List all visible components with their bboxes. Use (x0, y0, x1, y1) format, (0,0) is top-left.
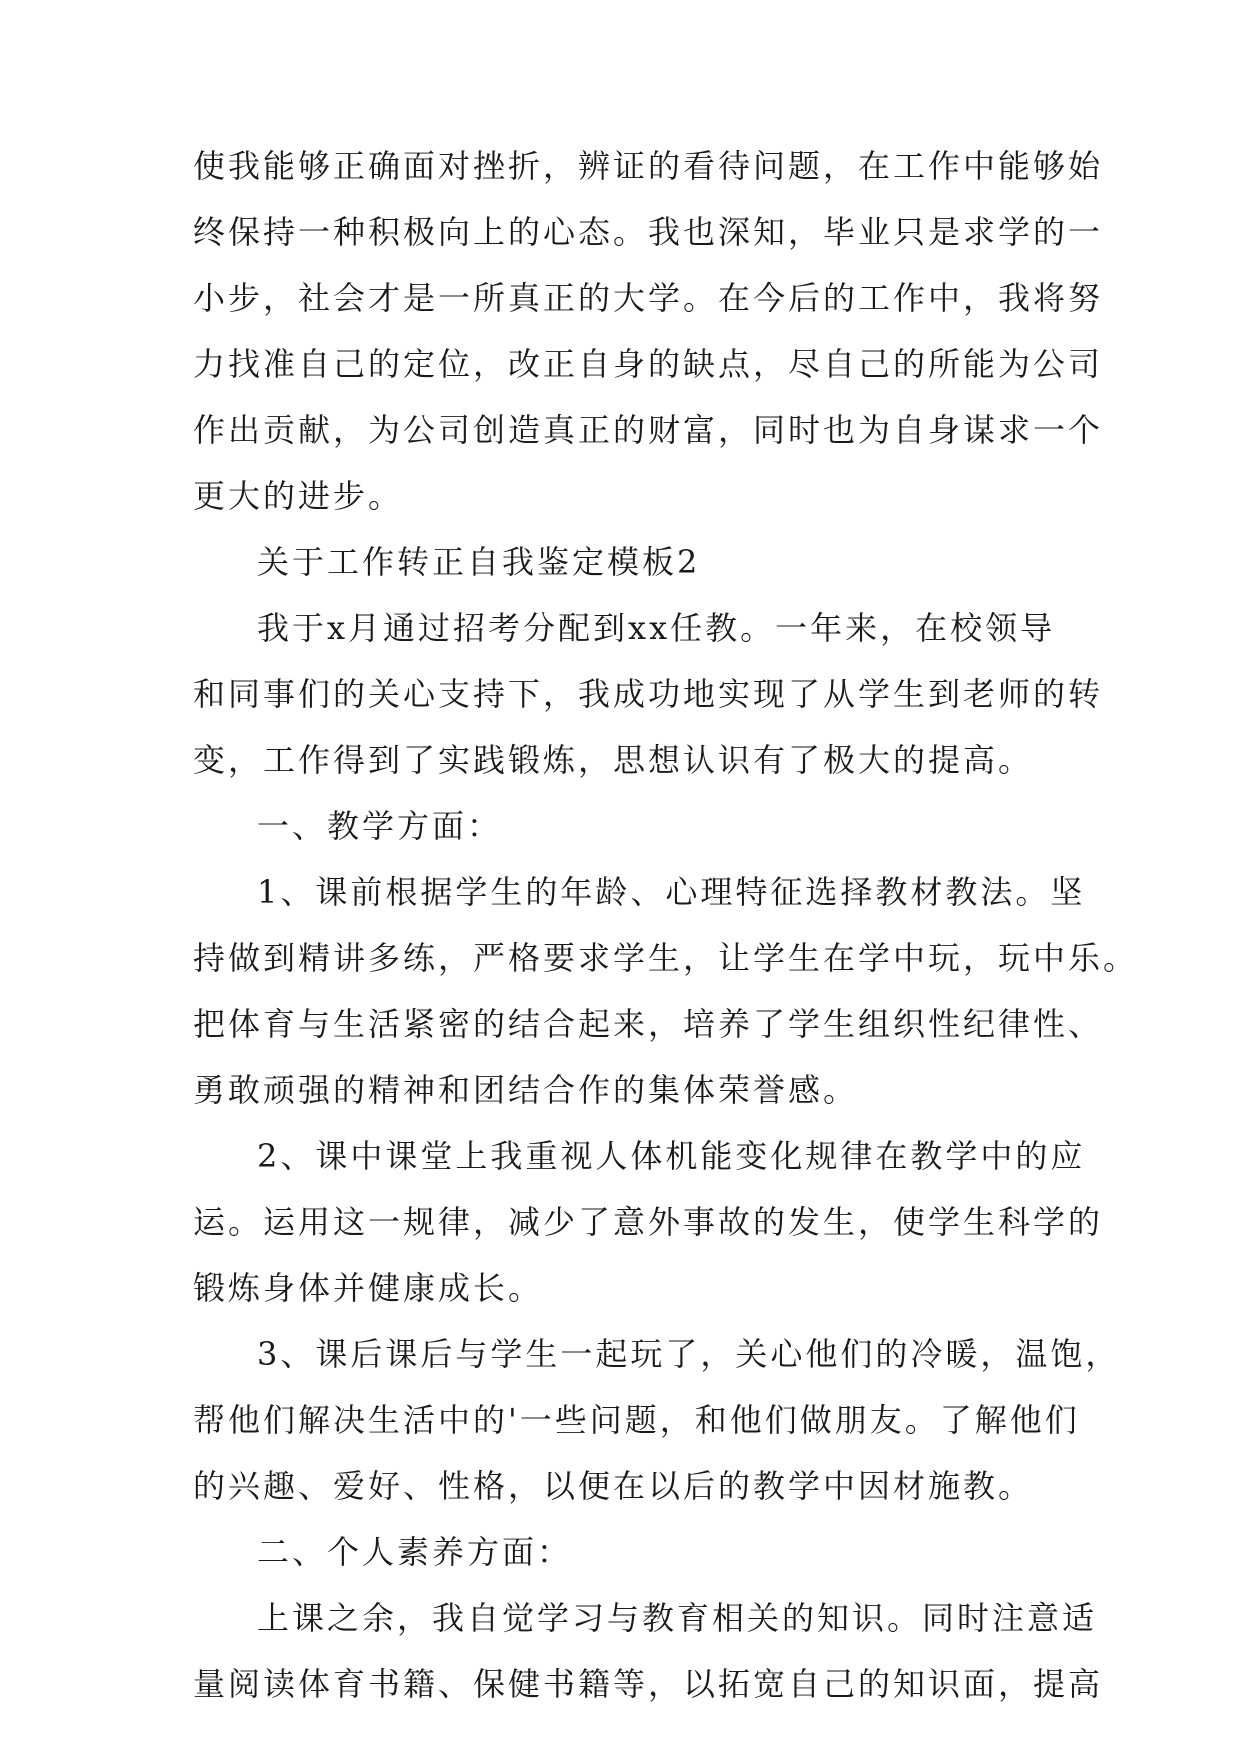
text-line: 运。运用这一规律，减少了意外事故的发生，使学生科学的 (193, 1203, 1104, 1241)
subsection-heading: 一、教学方面： (257, 807, 503, 845)
text-line: 我于x月通过招考分配到xx任教。一年来，在校领导 (257, 609, 1056, 647)
text-line: 和同事们的关心支持下，我成功地实现了从学生到老师的转 (193, 675, 1104, 713)
text-line: 锻炼身体并健康成长。 (193, 1269, 544, 1307)
text-line: 力找准自己的定位，改正自身的缺点，尽自己的所能为公司 (193, 345, 1104, 383)
text-line: 持做到精讲多练，严格要求学生，让学生在学中玩，玩中乐。 (193, 939, 1139, 977)
text-line: 勇敢顽强的精神和团结合作的集体荣誉感。 (193, 1071, 859, 1109)
text-line: 帮他们解决生活中的'一些问题，和他们做朋友。了解他们 (193, 1401, 1080, 1439)
text-line: 1、课前根据学生的年龄、心理特征选择教材教法。坚 (257, 873, 1086, 911)
text-line: 使我能够正确面对挫折，辨证的看待问题，在工作中能够始 (193, 147, 1104, 185)
text-line: 终保持一种积极向上的心态。我也深知，毕业只是求学的一 (193, 213, 1104, 251)
text-line: 变，工作得到了实践锻炼，思想认识有了极大的提高。 (193, 741, 1034, 779)
text-line: 把体育与生活紧密的结合起来，培养了学生组织性纪律性、 (193, 1005, 1104, 1043)
text-line: 更大的进步。 (193, 477, 404, 515)
text-line: 小步，社会才是一所真正的大学。在今后的工作中，我将努 (193, 279, 1104, 317)
text-line: 量阅读体育书籍、保健书籍等，以拓宽自己的知识面，提高 (193, 1665, 1104, 1703)
text-line: 2、课中课堂上我重视人体机能变化规律在教学中的应 (257, 1137, 1086, 1175)
text-line: 上课之余，我自觉学习与教育相关的知识。同时注意适 (257, 1599, 1098, 1637)
text-line: 作出贡献，为公司创造真正的财富，同时也为自身谋求一个 (193, 411, 1104, 449)
text-line: 的兴趣、爱好、性格，以便在以后的教学中因材施教。 (193, 1467, 1034, 1505)
text-line: 3、课后课后与学生一起玩了，关心他们的冷暖，温饱， (257, 1335, 1121, 1373)
subsection-heading: 二、个人素养方面： (257, 1533, 573, 1571)
section-heading: 关于工作转正自我鉴定模板2 (257, 543, 701, 581)
